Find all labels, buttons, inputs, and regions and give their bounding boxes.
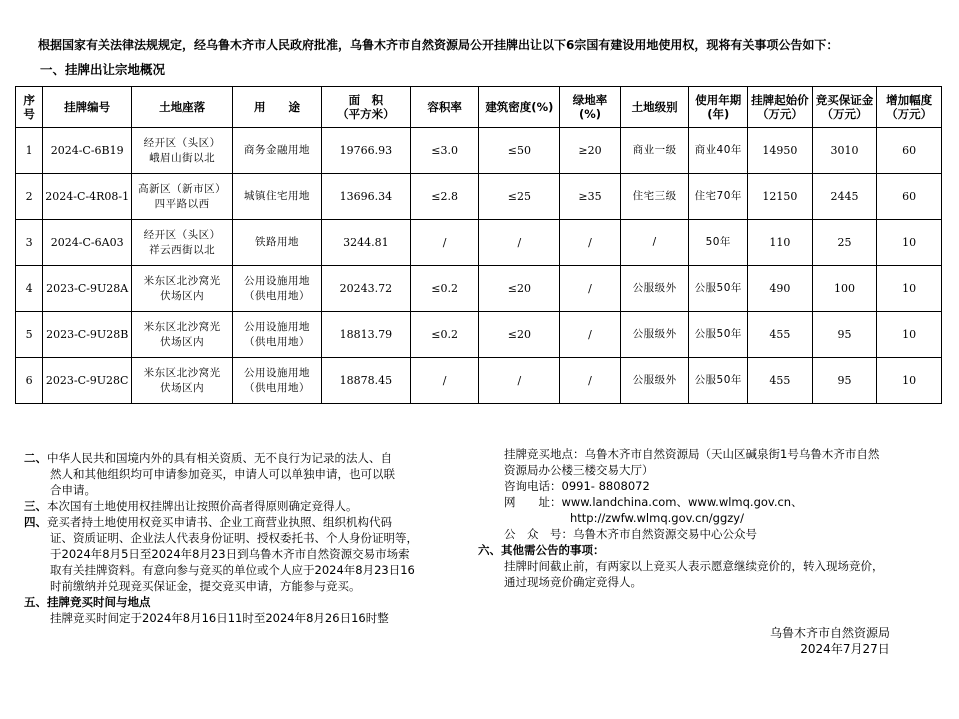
column-header: 增加幅度 （万元）	[877, 87, 942, 128]
column-header: 使用年期 (年)	[689, 87, 748, 128]
table-cell: 1	[16, 128, 43, 174]
section-4-line-1: 竞买者持土地使用权竞买申请书、企业工商营业执照、组织机构代码	[47, 515, 392, 529]
table-cell: 住宅三级	[620, 174, 689, 220]
table-cell: /	[479, 220, 560, 266]
column-header: 挂牌编号	[43, 87, 132, 128]
table-cell: 95	[812, 312, 877, 358]
table-cell: 2023-C-9U28C	[43, 358, 132, 404]
table-cell: 50年	[689, 220, 748, 266]
column-header: 面 积 （平方米）	[321, 87, 410, 128]
table-row	[16, 312, 942, 358]
section-4-line-4: 取有关挂牌资料。有意向参与竞买的单位或个人应于2024年8月23日16	[50, 563, 415, 577]
table-cell: ≥35	[560, 174, 621, 220]
table-cell: 公服级外	[620, 358, 689, 404]
table-cell: /	[560, 220, 621, 266]
column-header: 土地级别	[620, 87, 689, 128]
issuing-organization: 乌鲁木齐市自然资源局	[770, 626, 891, 640]
section-6-line-1: 挂牌时间截止前，有两家以上竞买人表示愿意继续竞价的，转入现场竞价，	[504, 559, 884, 573]
table-cell: 10	[877, 220, 942, 266]
table-cell: 商业40年	[689, 128, 748, 174]
table-cell: 490	[748, 266, 813, 312]
column-header: 土地座落	[132, 87, 233, 128]
section-3-number: 三、	[24, 499, 47, 513]
table-cell: 住宅70年	[689, 174, 748, 220]
table-cell: 5	[16, 312, 43, 358]
section-2-line-2: 然人和其他组织均可申请参加竞买，申请人可以单独申请，也可以联	[50, 467, 395, 481]
table-cell: 高新区（新市区） 四平路以西	[132, 174, 233, 220]
table-row	[16, 220, 942, 266]
column-header: 容积率	[410, 87, 479, 128]
table-cell: /	[620, 220, 689, 266]
table-cell: 公服50年	[689, 266, 748, 312]
table-cell: 公服级外	[620, 266, 689, 312]
table-cell: 2023-C-9U28B	[43, 312, 132, 358]
table-cell: 米东区北沙窝光 伏场区内	[132, 358, 233, 404]
table-cell: ≤20	[479, 266, 560, 312]
column-header: 竞买保证金 （万元）	[812, 87, 877, 128]
table-cell: 6	[16, 358, 43, 404]
column-header: 建筑密度(%)	[479, 87, 560, 128]
section-3	[24, 498, 464, 514]
table-cell: 2445	[812, 174, 877, 220]
table-cell: 公服50年	[689, 358, 748, 404]
bidding-location-line-1: 挂牌竞买地点：乌鲁木齐市自然资源局（天山区碱泉街1号乌鲁木齐市自然	[504, 447, 880, 461]
table-cell: 4	[16, 266, 43, 312]
column-header: 挂牌起始价 （万元）	[748, 87, 813, 128]
table-cell: ≤0.2	[410, 266, 479, 312]
table-cell: ≤3.0	[410, 128, 479, 174]
table-cell: /	[479, 358, 560, 404]
column-header: 用 途	[233, 87, 322, 128]
table-cell: 2024-C-4R08-1	[43, 174, 132, 220]
section-2-number: 二、	[24, 451, 47, 465]
website-line-2: http://zwfw.wlmq.gov.cn/ggzy/	[570, 511, 744, 525]
section-2-line-3: 合申请。	[50, 483, 96, 497]
table-cell: 公服级外	[620, 312, 689, 358]
table-cell: 商业一级	[620, 128, 689, 174]
table-cell: 100	[812, 266, 877, 312]
table-cell: ≤0.2	[410, 312, 479, 358]
right-column	[478, 446, 948, 590]
table-cell: 米东区北沙窝光 伏场区内	[132, 312, 233, 358]
table-cell: 20243.72	[321, 266, 410, 312]
table-cell: /	[410, 220, 479, 266]
table-cell: 铁路用地	[233, 220, 322, 266]
table-header-row	[16, 87, 942, 128]
section-6-line-2: 通过现场竞价确定竞得人。	[504, 575, 642, 589]
section-5-title: 五、挂牌竞买时间与地点	[24, 595, 151, 609]
table-cell: 110	[748, 220, 813, 266]
table-cell: 95	[812, 358, 877, 404]
table-cell: 3010	[812, 128, 877, 174]
table-row	[16, 358, 942, 404]
land-parcel-table	[15, 86, 942, 404]
wechat-account: 公 众 号：乌鲁木齐市自然资源交易中心公众号	[504, 527, 757, 541]
table-cell: /	[560, 312, 621, 358]
section-4-number: 四、	[24, 515, 47, 529]
table-cell: 12150	[748, 174, 813, 220]
table-cell: ≤20	[479, 312, 560, 358]
table-cell: ≤25	[479, 174, 560, 220]
table-row	[16, 266, 942, 312]
table-cell: 455	[748, 312, 813, 358]
section-4-line-5: 时前缴纳并兑现竞买保证金，提交竞买申请，方能参与竞买。	[50, 579, 361, 593]
table-cell: 公用设施用地 （供电用地）	[233, 358, 322, 404]
table-cell: 公用设施用地 （供电用地）	[233, 266, 322, 312]
left-column	[24, 450, 464, 626]
column-header: 序号	[16, 87, 43, 128]
table-cell: 经开区（头区） 峨眉山街以北	[132, 128, 233, 174]
table-cell: 3	[16, 220, 43, 266]
section-2	[24, 450, 464, 466]
issue-date: 2024年7月27日	[800, 642, 890, 656]
contact-phone: 咨询电话：0991- 8808072	[504, 479, 650, 493]
table-cell: 公服50年	[689, 312, 748, 358]
table-cell: 10	[877, 312, 942, 358]
table-cell: 公用设施用地 （供电用地）	[233, 312, 322, 358]
table-cell: /	[410, 358, 479, 404]
table-cell: 60	[877, 174, 942, 220]
table-cell: 18878.45	[321, 358, 410, 404]
table-cell: 3244.81	[321, 220, 410, 266]
table-row	[16, 174, 942, 220]
table-row	[16, 128, 942, 174]
section-5-line-1: 挂牌竞买时间定于2024年8月16日11时至2024年8月26日16时整	[50, 611, 389, 625]
table-cell: 10	[877, 358, 942, 404]
table-cell: 18813.79	[321, 312, 410, 358]
table-cell: 2024-C-6A03	[43, 220, 132, 266]
table-cell: 2024-C-6B19	[43, 128, 132, 174]
table-body	[16, 128, 942, 404]
table-cell: /	[560, 358, 621, 404]
table-cell: 60	[877, 128, 942, 174]
table-cell: 商务金融用地	[233, 128, 322, 174]
table-cell: 13696.34	[321, 174, 410, 220]
table-cell: ≤2.8	[410, 174, 479, 220]
section-4-line-2: 证、资质证明、企业法人代表身份证明、授权委托书、个人身份证明等，	[50, 531, 418, 545]
table-cell: ≤50	[479, 128, 560, 174]
table-cell: 城镇住宅用地	[233, 174, 322, 220]
table-cell: 455	[748, 358, 813, 404]
section-4-line-3: 于2024年8月5日至2024年8月23日到乌鲁木齐市自然资源交易市场索	[50, 547, 410, 561]
table-cell: 2	[16, 174, 43, 220]
signature-block	[770, 625, 890, 657]
table-cell: 2023-C-9U28A	[43, 266, 132, 312]
section-2-line-1: 中华人民共和国境内外的具有相关资质、无不良行为记录的法人、自	[47, 451, 392, 465]
table-cell: /	[560, 266, 621, 312]
column-header: 绿地率(%)	[560, 87, 621, 128]
table-cell: 米东区北沙窝光 伏场区内	[132, 266, 233, 312]
table-cell: 14950	[748, 128, 813, 174]
website-line-1: 网 址：www.landchina.com、www.wlmq.gov.cn、	[504, 495, 803, 509]
bidding-location-line-2: 资源局办公楼三楼交易大厅）	[504, 463, 654, 477]
table-cell: 经开区（头区） 祥云西街以北	[132, 220, 233, 266]
announcement-intro: 根据国家有关法律法规规定，经乌鲁木齐市人民政府批准，乌鲁木齐市自然资源局公开挂牌出让以下6宗国有建设用地使用权，现将有关事项公告如下：	[38, 38, 839, 52]
table-cell: 19766.93	[321, 128, 410, 174]
section-6-title: 六、其他需公告的事项：	[478, 543, 605, 557]
table-header	[16, 87, 942, 128]
section-3-line-1: 本次国有土地使用权挂牌出让按照价高者得原则确定竞得人。	[47, 499, 358, 513]
table-cell: ≥20	[560, 128, 621, 174]
table-cell: 10	[877, 266, 942, 312]
section-4	[24, 514, 464, 530]
table-cell: 25	[812, 220, 877, 266]
section-1-title: 一、挂牌出让宗地概况	[40, 62, 166, 77]
